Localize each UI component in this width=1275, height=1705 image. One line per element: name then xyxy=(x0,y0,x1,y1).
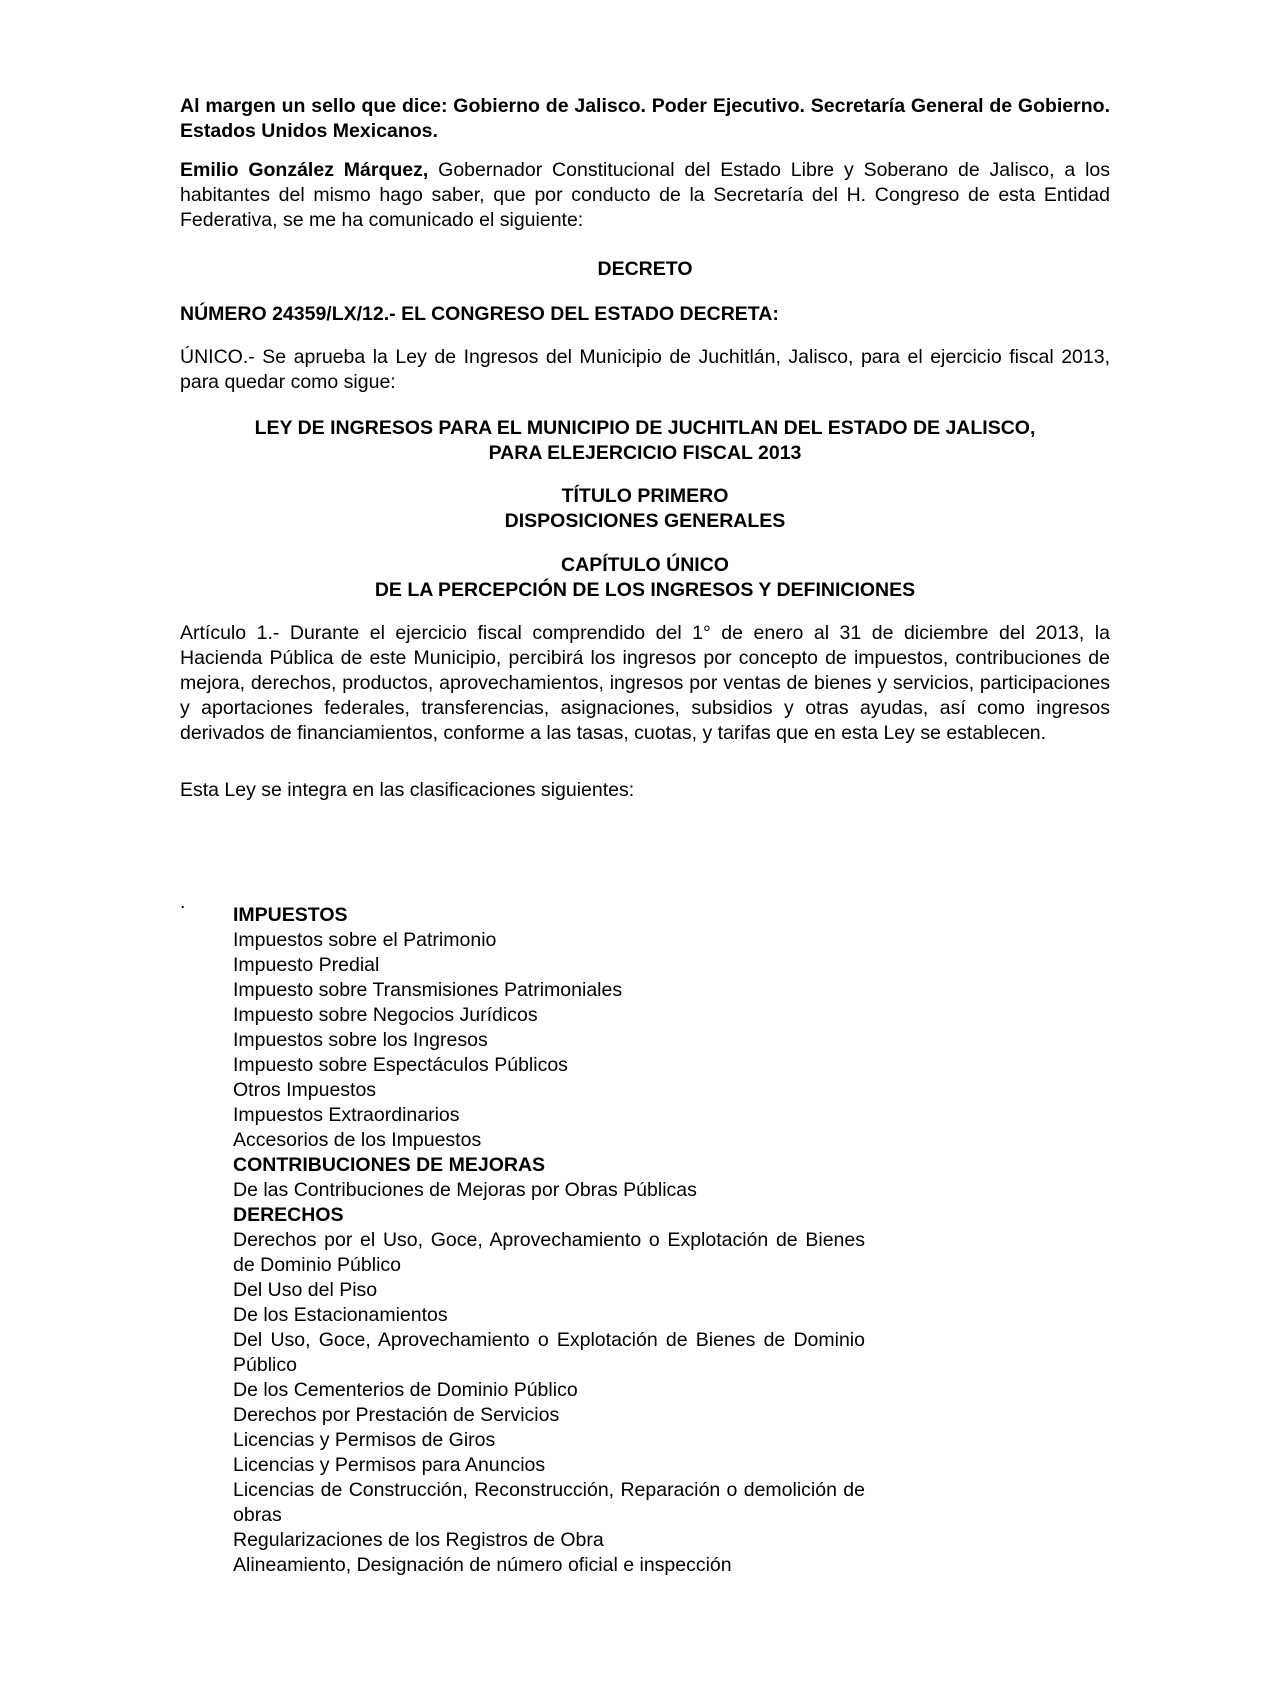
decreto-number: NÚMERO 24359/LX/12.- EL CONGRESO DEL ESTADO DECRETA: xyxy=(180,303,779,325)
decreto-heading: DECRETO xyxy=(597,258,693,280)
classification-item: Derechos por Prestación de Servicios xyxy=(233,1404,560,1426)
classification-item: Accesorios de los Impuestos xyxy=(233,1129,482,1151)
titulo-heading xyxy=(180,484,1110,534)
classification-item: Impuesto Predial xyxy=(233,954,380,976)
classification-heading: IMPUESTOS xyxy=(233,904,348,926)
classification-intro: Esta Ley se integra en las clasificaciones siguientes: xyxy=(180,779,635,801)
titulo-line-1: TÍTULO PRIMERO xyxy=(561,485,729,507)
titulo-line-2: DISPOSICIONES GENERALES xyxy=(504,510,786,532)
law-title-line-2: PARA ELEJERCICIO FISCAL 2013 xyxy=(488,442,802,464)
unico-paragraph: ÚNICO.- Se aprueba la Ley de Ingresos del Municipio de Juchitlán, Jalisco, para el ejercicio fiscal 2013, para quedar como sigue: xyxy=(180,346,1110,393)
classification-item: De las Contribuciones de Mejoras por Obras Públicas xyxy=(233,1179,697,1201)
classification-item: Del Uso del Piso xyxy=(233,1279,378,1301)
stray-dot: . xyxy=(180,891,186,913)
classification-item: Otros Impuestos xyxy=(233,1079,377,1101)
margin-stamp-note: Al margen un sello que dice: Gobierno de Jalisco. Poder Ejecutivo. Secretaría General de Gobierno. Estados Unidos Mexicanos. xyxy=(180,95,1110,142)
capitulo-line-2: DE LA PERCEPCIÓN DE LOS INGRESOS Y DEFINICIONES xyxy=(374,579,916,601)
classification-item: Regularizaciones de los Registros de Obra xyxy=(233,1529,604,1551)
classification-item: Impuesto sobre Espectáculos Públicos xyxy=(233,1054,568,1076)
governor-name: Emilio González Márquez, xyxy=(180,159,429,181)
classification-heading: DERECHOS xyxy=(233,1204,344,1226)
classification-item: Impuestos sobre el Patrimonio xyxy=(233,929,497,951)
governor-intro-paragraph xyxy=(180,158,1110,233)
classification-item: Impuestos sobre los Ingresos xyxy=(233,1029,488,1051)
capitulo-heading xyxy=(180,553,1110,603)
classification-item: Derechos por el Uso, Goce, Aprovechamiento o Explotación de Bienes de Dominio Público xyxy=(233,1229,865,1276)
articulo-1-paragraph: Artículo 1.- Durante el ejercicio fiscal comprendido del 1° de enero al 31 de diciembre del 2013, la Hacienda Pública de este Municipio, percibirá los ingresos por concepto de impuestos, contribuciones de mejora, derechos, productos, aprovechamientos, ingresos por ventas de bienes y servicios, participaciones y aportaciones federales, transferencias, asignaciones, subsidios y otras ayudas, así como ingresos derivados de financiamientos, conforme a las tasas, cuotas, y tarifas que en esta Ley se establecen. xyxy=(180,622,1110,744)
classification-list xyxy=(233,903,865,1578)
classification-item: Impuesto sobre Transmisiones Patrimoniales xyxy=(233,979,623,1001)
governor-intro-text: Gobernador Constitucional del Estado Libre y Soberano de Jalisco, a los habitantes del mismo hago saber, que por conducto de la Secretaría del H. Congreso de esta Entidad Federativa, se me ha comunicado el siguiente: xyxy=(180,159,1110,231)
classification-item: De los Estacionamientos xyxy=(233,1304,448,1326)
classification-item: Alineamiento, Designación de número oficial e inspección xyxy=(233,1554,732,1576)
capitulo-line-1: CAPÍTULO ÚNICO xyxy=(561,554,729,576)
classification-item: Impuestos Extraordinarios xyxy=(233,1104,460,1126)
classification-item: Del Uso, Goce, Aprovechamiento o Explotación de Bienes de Dominio Público xyxy=(233,1329,865,1376)
classification-item: De los Cementerios de Dominio Público xyxy=(233,1379,578,1401)
classification-item: Licencias de Construcción, Reconstrucción, Reparación o demolición de obras xyxy=(233,1479,865,1526)
classification-item: Licencias y Permisos para Anuncios xyxy=(233,1454,546,1476)
classification-item: Impuesto sobre Negocios Jurídicos xyxy=(233,1004,538,1026)
classification-item: Licencias y Permisos de Giros xyxy=(233,1429,496,1451)
classification-heading: CONTRIBUCIONES DE MEJORAS xyxy=(233,1154,546,1176)
law-title-line-1: LEY DE INGRESOS PARA EL MUNICIPIO DE JUCHITLAN DEL ESTADO DE JALISCO, xyxy=(254,417,1036,439)
law-title xyxy=(180,416,1110,466)
